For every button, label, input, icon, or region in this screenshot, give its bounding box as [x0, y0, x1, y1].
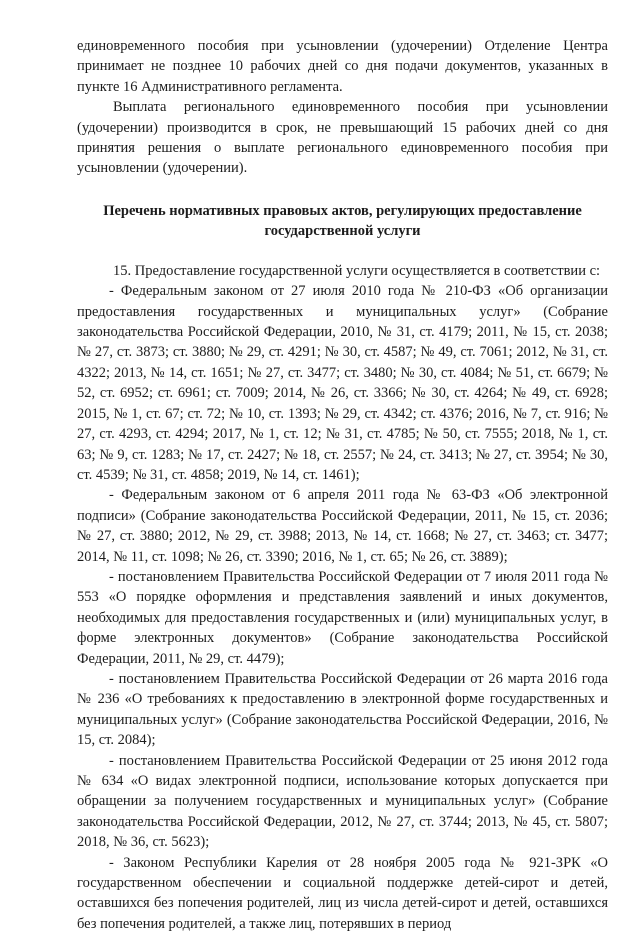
section-lead: 15. Предоставление государственной услуги осуществляется в соответствии с:: [113, 262, 601, 279]
list-item-karelia-law-921: - Законом Республики Карелия от 28 ноября 2005 года № 921-ЗРК «О государственном обеспечении и социальной поддержке детей-сирот и детей, оставшихся без попечения родителей, лиц из числа детей-сирот и детей, оставшихся без попечения родителей, а также лиц, потерявших в период: [77, 854, 608, 932]
list-item-decree-553: - постановлением Правительства Российской Федерации от 7 июля 2011 года № 553 «О порядке оформления и представления заявлений и иных документов, необходимых для предоставления государственных и (или) муниципальных услуг, в форме электронных документов» (Собрание законодательства Российской Федерации, 2011, № 29, ст. 4479);: [77, 568, 608, 667]
list-item-law-63: - Федеральным законом от 6 апреля 2011 года № 63-ФЗ «Об электронной подписи» (Собрание законодательства Российской Федерации, 2011, № 15, ст. 2036; № 27, ст. 3880; 2012, № 29, ст. 3988; 2013, № 14, ст. 1668; № 27, ст. 3463; ст. 3477; 2014, № 11, ст. 1098; № 26, ст. 3390; 2016, № 1, ст. 65; № 26, ст. 3889);: [77, 487, 608, 565]
list-item-law-210: - Федеральным законом от 27 июля 2010 года № 210-ФЗ «Об организации предоставления государственных и муниципальных услуг» (Собрание законодательства Российской Федерации, 2010, № 31, ст. 4179; 2011, № 15, ст. 2038; № 27, ст. 3873; ст. 3880; № 29, ст. 4291; № 30, ст. 4587; № 49, ст. 7061; 2012, № 31, ст. 4322; 2013, № 14, ст. 1651; № 27, ст. 3477; ст. 3480; № 30, ст. 4084; № 51, ст. 6679; № 52, ст. 6952; ст. 6961; ст. 7009; 2014, № 26, ст. 3366; № 30, ст. 4264; № 49, ст. 6928; 2015, № 1, ст. 67; ст. 72; № 10, ст. 1393; № 29, ст. 4342; ст. 4376; 2016, № 7, ст. 916; № 27, ст. 4293, ст. 4294; 2017, № 1, ст. 12; № 31, ст. 4785; № 50, ст. 7555; 2018, № 1, ст. 63; № 9, ст. 1283; № 17, ст. 2427; № 18, ст. 2557; № 24, ст. 3413; № 27, ст. 3954; № 30, ст. 4539; № 31, ст. 4858; 2019, № 14, ст. 1461);: [77, 283, 608, 483]
intro-paragraph-2: Выплата регионального единовременного пособия при усыновлении (удочерении) производится в срок, не превышающий 15 рабочих дней со дня принятия решения о выплате регионального единовременного пособия при усыновлении (удочерении).: [77, 99, 608, 177]
list-item-decree-236: - постановлением Правительства Российской Федерации от 26 марта 2016 года № 236 «О требованиях к предоставлению в электронной форме государственных и муниципальных услуг» (Собрание законодательства Российской Федерации, 2016, № 15, ст. 2084);: [77, 670, 608, 749]
intro-paragraph-1: единовременного пособия при усыновлении (удочерении) Отделение Центра принимает не позднее 10 рабочих дней со дня подачи документов, указанных в пункте 16 Административного регламента.: [77, 38, 608, 95]
list-item-decree-634: - постановлением Правительства Российской Федерации от 25 июня 2012 года № 634 «О видах электронной подписи, использование которых допускается при обращении за получением государственных и муниципальных услуг» (Собрание законодательства Российской Федерации, 2012, № 27, ст. 3744; 2013, № 45, ст. 5807; 2018, № 36, ст. 5623);: [77, 752, 608, 851]
section-heading: Перечень нормативных правовых актов, регулирующих предоставление государственной услуги: [103, 202, 582, 239]
